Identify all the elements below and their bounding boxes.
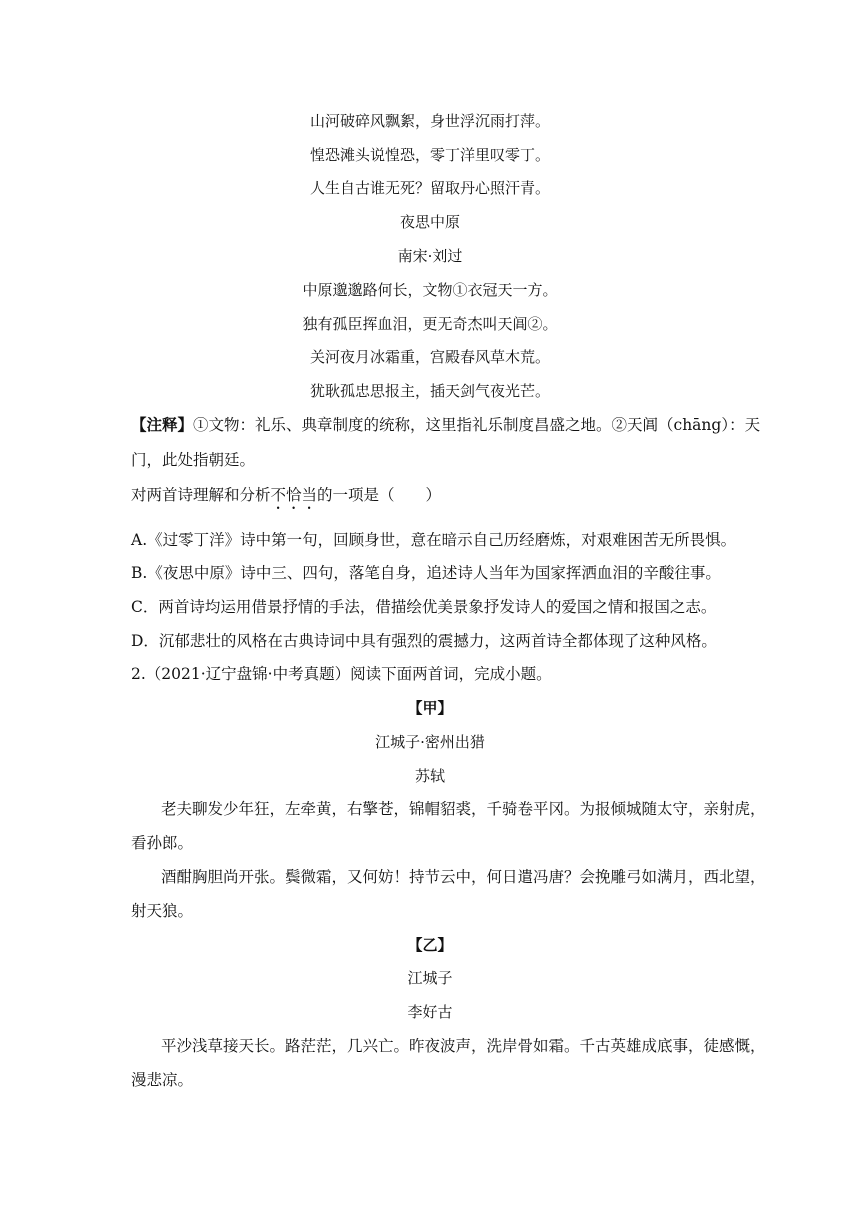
- question1-stem-emphasis: 不恰当: [270, 486, 318, 504]
- ci-jia-para2-line1: 酒酣胸胆尚开张。鬓微霜，又何妨！持节云中，何日遣冯唐？会挽雕弓如满月，西北望，: [161, 868, 766, 886]
- ci-yi-title: 江城子: [407, 969, 453, 987]
- ci-jia-para1-line2: 看孙郎。: [131, 834, 194, 852]
- poem1-line-2: 惶恐滩头说惶恐，零丁洋里叹零丁。: [309, 146, 550, 164]
- ci-jia-para2-line2: 射天狼。: [131, 902, 194, 920]
- poem2-line-3: 关河夜月冰霜重，宫殿春风草木荒。: [309, 348, 550, 366]
- note-tag: 【注释】: [131, 415, 194, 434]
- ci-jia-author: 苏轼: [414, 767, 445, 785]
- note-line-2: 门，此处指朝廷。: [131, 451, 256, 469]
- note-line-1: [131, 415, 760, 435]
- ci-jia-para1-line1: 老夫聊发少年狂，左牵黄，右擎苍，锦帽貂裘，千骑卷平冈。为报倾城随太守，亲射虎，: [161, 800, 766, 818]
- question2-stem: 2.（2021·辽宁盘锦·中考真题）阅读下面两首词，完成小题。: [131, 665, 552, 683]
- ci-yi-para1-line1: 平沙浅草接天长。路茫茫，几兴亡。昨夜波声，洗岸骨如霜。千古英雄成底事，徒感慨，: [161, 1037, 766, 1055]
- question1-option-b: B.《夜思中原》诗中三、四句，落笔自身，追述诗人当年为国家挥洒血泪的辛酸往事。: [131, 564, 721, 582]
- ci-jia-title: 江城子·密州出猎: [375, 733, 485, 751]
- poem2-line-4: 犹耿孤忠思报主，插天剑气夜光芒。: [309, 382, 550, 400]
- question1-stem-after: 的一项是（ ）: [317, 486, 442, 504]
- ci-yi-author: 李好古: [407, 1003, 453, 1021]
- ci-yi-para1-line2: 漫悲凉。: [131, 1071, 194, 1089]
- poem2-title: 夜思中原: [399, 213, 460, 231]
- poem1-line-1: 山河破碎风飘絮，身世浮沉雨打萍。: [309, 112, 550, 130]
- poem2-line-1: 中原邈邈路何长，文物①衣冠天一方。: [302, 281, 558, 299]
- question1-option-c: C．两首诗均运用借景抒情的手法，借描绘优美景象抒发诗人的爱国之情和报国之志。: [131, 598, 717, 616]
- question1-option-a: A.《过零丁洋》诗中第一句，回顾身世，意在暗示自己历经磨炼，对艰难困苦无所畏惧。: [131, 531, 737, 549]
- question1-stem-before: 对两首诗理解和分析: [131, 486, 271, 504]
- poem2-line-2: 独有孤臣挥血泪，更无奇杰叫天阊②。: [302, 315, 558, 333]
- question1-stem: [131, 485, 441, 513]
- ci-yi-label: 【乙】: [407, 936, 453, 954]
- ci-jia-label: 【甲】: [407, 699, 453, 717]
- poem2-author: 南宋·刘过: [397, 247, 463, 265]
- note-text-1: ①文物：礼乐、典章制度的统称，这里指礼乐制度昌盛之地。②天阊（chāng）：天: [193, 416, 761, 434]
- question1-option-d: D．沉郁悲壮的风格在古典诗词中具有强烈的震撼力，这两首诗全都体现了这种风格。: [131, 632, 717, 650]
- poem1-line-3: 人生自古谁无死？留取丹心照汗青。: [309, 179, 550, 197]
